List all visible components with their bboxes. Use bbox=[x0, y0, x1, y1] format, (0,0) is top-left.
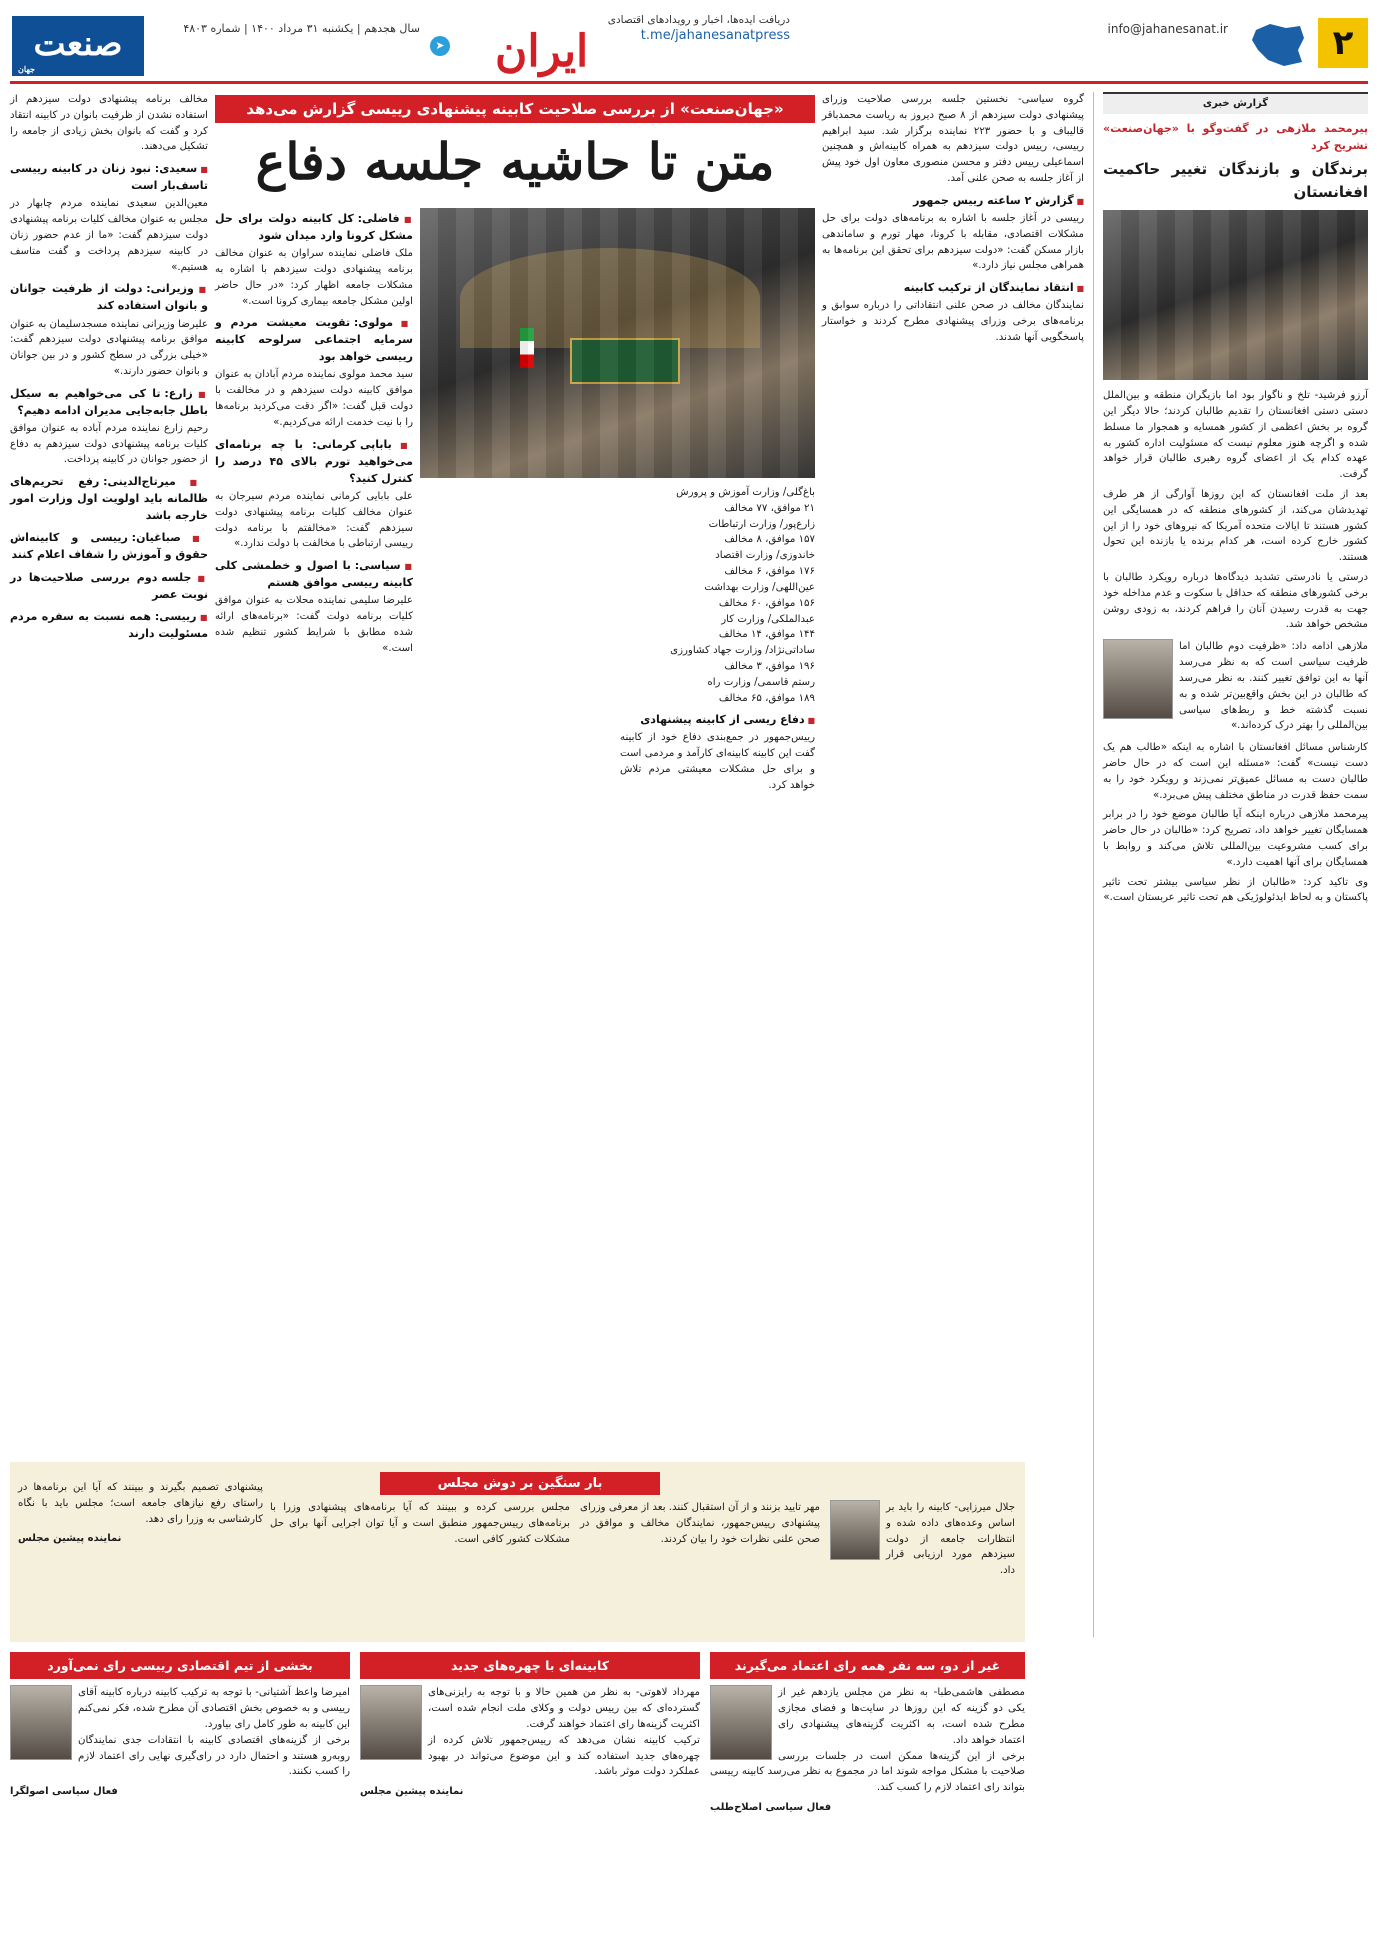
article-subhead: ■ رییسی: همه نسبت به سفره مردم مسئولیت دارند bbox=[10, 608, 208, 642]
hero-title: متن تا حاشیه جلسه دفاع bbox=[255, 132, 775, 191]
parliament-photo bbox=[420, 208, 815, 478]
article-paragraph: مخالف برنامه پیشنهادی دولت سیزدهم از استفاده نشدن از ظرفیت بانوان در کابینه انتقاد کرد و گفت که بانوان بخش زیادی از جامعه را تشکیل می‌دهند. bbox=[10, 94, 208, 153]
article-subhead: ■ مولوی: تقویت معیشت مردم و سرمایه اجتماعی سرلوحه کابینه رییسی خواهد بود bbox=[215, 314, 413, 365]
email-address[interactable]: info@jahanesanat.ir bbox=[1107, 22, 1228, 36]
vote-item: ۱۷۶ موافق، ۶ مخالف bbox=[724, 566, 815, 578]
quote-block bbox=[1103, 639, 1368, 734]
opinion-author: امیرضا واعظ آشتیانی- با توجه به ترکیب کابینه درباره کابینه آقای رییسی و به خصوص بخش اقتصادی آن مطرح شده، فکر نمی‌کنم این کابینه به طور کامل رای بیاورد. bbox=[78, 1687, 350, 1730]
report-paragraph: پیرمحمد ملازهی درباره اینکه آیا طالبان موضع خود را در برابر همسایگان تغییر خواهد داد، تصریح کرد: «طالبان در حال حاضر برای کسب مشروعیت بین‌المللی تلاش می‌کند و روابط با همسایگان برای آنها اهمیت دارد.» bbox=[1103, 809, 1368, 868]
report-paragraph: کارشناس مسائل افغانستان با اشاره به اینکه «طالب هم یک دست نیست» گفت: «مسئله این است که در حال حاضر طالبان دست به مسائل عمیق‌تر نمی‌زند و رویکرد خود را به سمت حفظ قدرت در مناطق مختلف پیش می‌برد.» bbox=[1103, 742, 1368, 801]
strip-author-text: جلال میرزایی- کابینه را باید بر اساس وعده‌های داده شده و انتظارات جامعه از دولت سیزدهم مورد ارزیابی قرار داد. bbox=[886, 1502, 1015, 1577]
article-paragraph: علی بابایی کرمانی نماینده مردم سیرجان به عنوان مخالف کلیات برنامه پیشنهادی دولت سیزدهم گفت: «مخالفتم با برنامه دولت رییسی ارتباطی با مخالفت با دولت ندارد.» bbox=[215, 490, 413, 550]
opinion-text: برخی از گزینه‌های اقتصادی کابینه با انتقادات جدی نمایندگان روبه‌رو هستند و احتمال دارد در رای‌گیری نهایی رای اعتماد لازم را کسب نکنند. bbox=[78, 1734, 350, 1778]
masthead bbox=[10, 8, 1368, 84]
page-number: ۲ bbox=[1318, 18, 1368, 68]
quote-text: ملازهی ادامه داد: «ظرفیت دوم طالبان اما ظرفیت سیاسی است که به نظر می‌رسد آنها به این توافق تغییر کنند. به نظر می‌رسد که طالبان در این بخش واقع‌بین‌تر شده و به نسبت گذشته خط و ربط‌های سیاسی بین‌المللی را بهتر درک کرده‌اند.» bbox=[1179, 641, 1368, 732]
opinion-signature: فعال سیاسی اصولگرا bbox=[10, 1786, 118, 1798]
banner-graphic bbox=[570, 338, 680, 384]
opinion-box bbox=[10, 1652, 350, 1932]
article-subhead: ■ سعیدی: نبود زنان در کابینه رییسی تاسف‌بار است bbox=[10, 160, 208, 194]
article-subhead: ■ باباپی کرمانی: با چه برنامه‌ای می‌خواهید تورم بالای ۴۵ درصد را کنترل کنید؟ bbox=[215, 436, 413, 487]
hashemitaba-portrait bbox=[710, 1685, 772, 1760]
article-subhead: ■ انتقاد نمایندگان از ترکیب کابینه bbox=[822, 279, 1084, 296]
report-kicker: پیرمحمد ملازهی در گفت‌وگو با «جهان‌صنعت» تشریح کرد bbox=[1103, 121, 1368, 152]
article-paragraph: رییس‌جمهور در جمع‌بندی دفاع خود از کابینه گفت این کابینه کابینه‌ای کارآمد و مردمی است و برای حل مشکلات معیشتی مردم تلاش خواهد کرد. bbox=[620, 732, 815, 791]
vote-item: زارع‌پور/ وزارت ارتباطات bbox=[708, 518, 815, 530]
parliament-dome bbox=[460, 248, 760, 348]
hero-kicker: «جهان‌صنعت» از بررسی صلاحیت کابینه پیشنهادی رییسی گزارش می‌دهد bbox=[215, 95, 815, 123]
article-paragraph: معین‌الدین سعیدی نماینده مردم چابهار در مجلس به عنوان مخالف کلیات برنامه پیشنهادی دولت سیزدهم گفت: «ما از عدم حضور زنان در کابینه سیزدهم پرداخت و گفت متاسف هستیم.» bbox=[10, 198, 208, 273]
article-subhead: ■ گزارش ۲ ساعته رییس جمهور bbox=[822, 192, 1084, 209]
strip-paragraph: پیشنهادی تصمیم بگیرند و ببینند که آیا این برنامه‌ها در راستای رفع نیازهای جامعه است؛ مجلس باید با نگاه کارشناسی به وزرا رای دهد. bbox=[18, 1482, 263, 1525]
article-paragraph: سید محمد مولوی نماینده مردم آبادان به عنوان موافق کابینه دولت سیزدهم و در مخالفت با دولت قبل گفت: «اگر دقت می‌کردید برنامه‌ها را با نیت خدمت ارائه می‌کردیم.» bbox=[215, 369, 413, 428]
article-column-c bbox=[215, 205, 413, 1465]
report-paragraph: وی تاکید کرد: «طالبان از نظر سیاسی بیشتر تحت تاثیر پاکستان و به لحاظ ایدئولوژیکی هم تحت تاثیر عربستان است.» bbox=[1103, 876, 1368, 904]
mirzaei-portrait bbox=[830, 1500, 880, 1560]
article-paragraph: رییسی در آغاز جلسه با اشاره به برنامه‌های دولت برای حل مشکلات اقتصادی، مقابله با کرونا، مهار تورم و ساماندهی بازار مسکن گفت: «دولت سیزدهم برای تحقق این برنامه‌ها به همراهی مجلس نیاز دارد.» bbox=[822, 212, 1084, 272]
article-subhead: ■ وزیرانی: دولت از ظرفیت جوانان و بانوان استفاده کند bbox=[10, 280, 208, 314]
vote-item: ساداتی‌نژاد/ وزارت جهاد کشاورزی bbox=[670, 645, 815, 657]
opinion-box bbox=[360, 1652, 700, 1932]
article-subhead: ■ دفاع ریسی از کابینه پیشنهادی bbox=[620, 711, 815, 728]
article-intro: گروه سیاسی- نخستین جلسه بررسی صلاحیت وزرای پیشنهادی دولت سیزدهم از ۸ صبح دیروز به ریاست محمدباقر قالیباف و با حضور ۲۲۳ نماینده برگزار شد. سید ابراهیم رییسی، رییس دولت سیزدهم به همراه کابینه‌اش و همچنین اسماعیلی رییس دفتر و محسن منصوری معاون اول خود پیش از آغاز جلسه به صحن علنی آمد. bbox=[822, 94, 1084, 185]
article-paragraph: ملک فاضلی نماینده سراوان به عنوان مخالف برنامه پیشنهادی دولت سیزدهم با اشاره به مشکلات جامعه اظهار کرد: «در حال حاضر اولین مشکل جامعه بیماری کرونا است.» bbox=[215, 248, 413, 307]
opinion-author: مصطفی هاشمی‌طبا- به نظر من مجلس یازدهم غیر از یکی دو گزینه که این روزها در سایت‌ها و فضای مجازی مطرح شده است، به اکثریت گزینه‌های پیشنهادی رای اعتماد خواهد داد. bbox=[778, 1687, 1025, 1746]
report-body bbox=[1103, 388, 1368, 633]
strip-column: مجلس بررسی کرده و ببینند که آیا برنامه‌های پیشنهادی وزرا با برنامه‌های رییس‌جمهور منطبق است و آیا توان اجرایی آنها برای حل مشکلات کشور کافی است. bbox=[270, 1502, 570, 1545]
article-subhead: ■ زارع: تا کی می‌خواهیم به سیکل باطل جابه‌جایی مدیران ادامه دهیم؟ bbox=[10, 385, 208, 419]
vote-item: رستم قاسمی/ وزارت راه bbox=[707, 676, 815, 688]
opinion-signature: فعال سیاسی اصلاح‌طلب bbox=[710, 1802, 832, 1814]
opinion-box bbox=[710, 1652, 1025, 1932]
vote-item: باغ‌گلی/ وزارت آموزش و پرورش bbox=[676, 487, 815, 498]
report-body-2 bbox=[1103, 740, 1368, 906]
newspaper-logo bbox=[12, 16, 144, 76]
article-paragraph: نمایندگان مخالف در صحن علنی انتقاداتی را درباره سوابق و برنامه‌های برخی وزرای پیشنهادی مطرح کردند و خواستار پاسخگویی آنها شدند. bbox=[822, 300, 1084, 343]
vote-list bbox=[620, 485, 815, 706]
opinion-box-heading: بخشی از تیم اقتصادی رییسی رای نمی‌آورد bbox=[10, 1652, 350, 1679]
dateline: سال هجدهم | یکشنبه ۳۱ مرداد ۱۴۰۰ | شماره ۴۸۰۳ bbox=[183, 22, 420, 35]
vote-item: ۱۵۶ موافق، ۶۰ مخالف bbox=[718, 597, 815, 609]
vote-item: ۱۸۹ موافق، ۶۵ مخالف bbox=[718, 692, 815, 704]
report-title: برندگان و بازندگان تغییر حاکمیت افغانستان bbox=[1103, 159, 1368, 201]
article-subhead: ■ جلسه دوم بررسی صلاحیت‌ها در نوبت عصر bbox=[10, 569, 208, 603]
opinion-strip-title: بار سنگین بر دوش مجلس bbox=[380, 1472, 660, 1495]
vote-item: عین‌اللهی/ وزارت بهداشت bbox=[704, 581, 815, 593]
strip-column: مهر تایید بزنند و از آن استقبال کنند. بعد از معرفی وزرای پیشنهادی رییس‌جمهور، نمایندگان مخالف و موافق در صحن علنی نظرات خود را بیان کردند. bbox=[580, 1502, 820, 1545]
telegram-icon: ➤ bbox=[430, 36, 450, 56]
opinion-box-heading: غیر از دو، سه نفر همه رای اعتماد می‌گیرند bbox=[710, 1652, 1025, 1679]
report-tag: گزارش خبری bbox=[1103, 92, 1368, 114]
iran-map-icon bbox=[1248, 20, 1308, 70]
logo-small-text: جهان bbox=[18, 64, 35, 74]
sidebar-report bbox=[1103, 92, 1368, 1632]
article-column-d bbox=[10, 92, 208, 1462]
report-paragraph: درستی یا نادرستی تشدید دیدگاه‌ها درباره رویکرد طالبان با برخی کشورهای منطقه که حداقل با سکوت و عدم مداخله خود جهت به قدرت رسیدن آنان را فراهم کردند، به زودی روشن مشخص خواهد شد. bbox=[1103, 572, 1368, 631]
article-subhead: ■ صباغیان: رییسی و کابینه‌اش حقوق و آموزش را شفاف اعلام کنند bbox=[10, 529, 208, 563]
report-paragraph: آرزو فرشید- تلخ و ناگوار بود اما بازیگران منطقه و بین‌الملل دستی دستی افغانستان را تقدیم طالبان کردند؛ حالا دیگر این گروه بر بخش اعظمی از کشور همسایه و همجوار ما مسلط شده و اگرچه هنوز معلوم نیست که مسئولیت اداره کشور به عهده کدام یک از اعضای گروه رهبری طالبان قرار خواهد گرفت. bbox=[1103, 390, 1368, 481]
article-column-a bbox=[822, 92, 1084, 1462]
opinion-box-heading: کابینه‌ای با چهره‌های جدید bbox=[360, 1652, 700, 1679]
vote-item: ۱۴۴ موافق، ۱۴ مخالف bbox=[718, 629, 815, 641]
vote-item: عبدالملکی/ وزارت کار bbox=[721, 613, 815, 625]
opinion-text: ترکیب کابینه نشان می‌دهد که رییس‌جمهور تلاش کرده از چهره‌های جدید استفاده کند و این موضوع می‌تواند در بهبود عملکرد دولت موثر باشد. bbox=[428, 1734, 700, 1778]
article-column-b bbox=[620, 485, 815, 1465]
vote-item: خاندوزی/ وزارت اقتصاد bbox=[715, 550, 815, 562]
section-title: ایران bbox=[495, 26, 589, 77]
strip-column-last bbox=[18, 1480, 263, 1630]
article-paragraph: رحیم زارع نماینده مردم آباده به عنوان موافق کلیات برنامه پیشنهادی دولت سیزدهم به دفاع از حضور جوانان در کابینه پرداخت. bbox=[10, 422, 208, 466]
vote-item: ۱۵۷ موافق، ۸ مخالف bbox=[724, 534, 815, 546]
lahouti-portrait bbox=[360, 1685, 422, 1760]
mollazehi-portrait bbox=[1103, 639, 1173, 719]
report-paragraph: بعد از ملت افغانستان که این روزها آوارگی از هر طرف تهدیدشان می‌کند، از کشورهای منطقه که در همسایگی این کشور هستند تا ایالات متحده آمریکا که نیروهای خود را از این کشور خارج کرده است، هر کدام برنده یا بازنده این تحول هستند. bbox=[1103, 488, 1368, 564]
article-subhead: ■ فاضلی: کل کابینه دولت برای حل مشکل کرونا وارد میدان شود bbox=[215, 210, 413, 244]
column-divider bbox=[1093, 92, 1094, 1637]
vaez-ashtiani-portrait bbox=[10, 1685, 72, 1760]
logo-text: صنعت bbox=[33, 24, 123, 64]
strip-author-block bbox=[830, 1500, 1015, 1635]
opinion-author: مهرداد لاهوتی- به نظر من همین حالا و با توجه به رایزنی‌های گسترده‌ای که بین رییس دولت و وکلای ملت انجام شده است، اکثریت گزینه‌ها رای اعتماد خواهند گرفت. bbox=[428, 1687, 700, 1730]
article-subhead: ■ سیاسی: با اصول و خطمشی کلی کابینه رییسی موافق هستم bbox=[215, 557, 413, 591]
article-subhead: ■ میرتاج‌الدینی: رفع تحریم‌های ظالمانه باید اولویت اول وزارت امور خارجه باشد bbox=[10, 473, 208, 524]
iran-flag-icon bbox=[520, 328, 534, 368]
telegram-line: دریافت ایده‌ها، اخبار و رویدادهای اقتصادی bbox=[607, 14, 790, 26]
vote-item: ۲۱ موافق، ۷۷ مخالف bbox=[724, 502, 815, 514]
article-paragraph: علیرضا وزیرانی نماینده مسجدسلیمان به عنوان موافق برنامه پیشنهادی دولت سیزدهم گفت: «خیلی بزرگی در سطح کشور و در بین جوانان و بانوان حضور دارند.» bbox=[10, 318, 208, 377]
article-paragraph: علیرضا سلیمی نماینده محلات به عنوان موافق کلیات برنامه دولت گفت: «برنامه‌های ارائه شده مطابق با شرایط کشور تنظیم شده است.» bbox=[215, 595, 413, 654]
strip-signature: نماینده پیشین مجلس bbox=[18, 1533, 122, 1545]
opinion-text: برخی از این گزینه‌ها ممکن است در جلسات بررسی صلاحیت با مشکل مواجه شوند اما در مجموع به نظر می‌رسد کابینه رییسی بتواند رای اعتماد لازم را کسب کند. bbox=[710, 1750, 1025, 1794]
vote-item: ۱۹۶ موافق، ۳ مخالف bbox=[724, 660, 815, 672]
taliban-photo bbox=[1103, 210, 1368, 380]
opinion-signature: نماینده پیشین مجلس bbox=[360, 1786, 464, 1798]
telegram-link[interactable]: t.me/jahanesanatpress bbox=[640, 28, 790, 43]
